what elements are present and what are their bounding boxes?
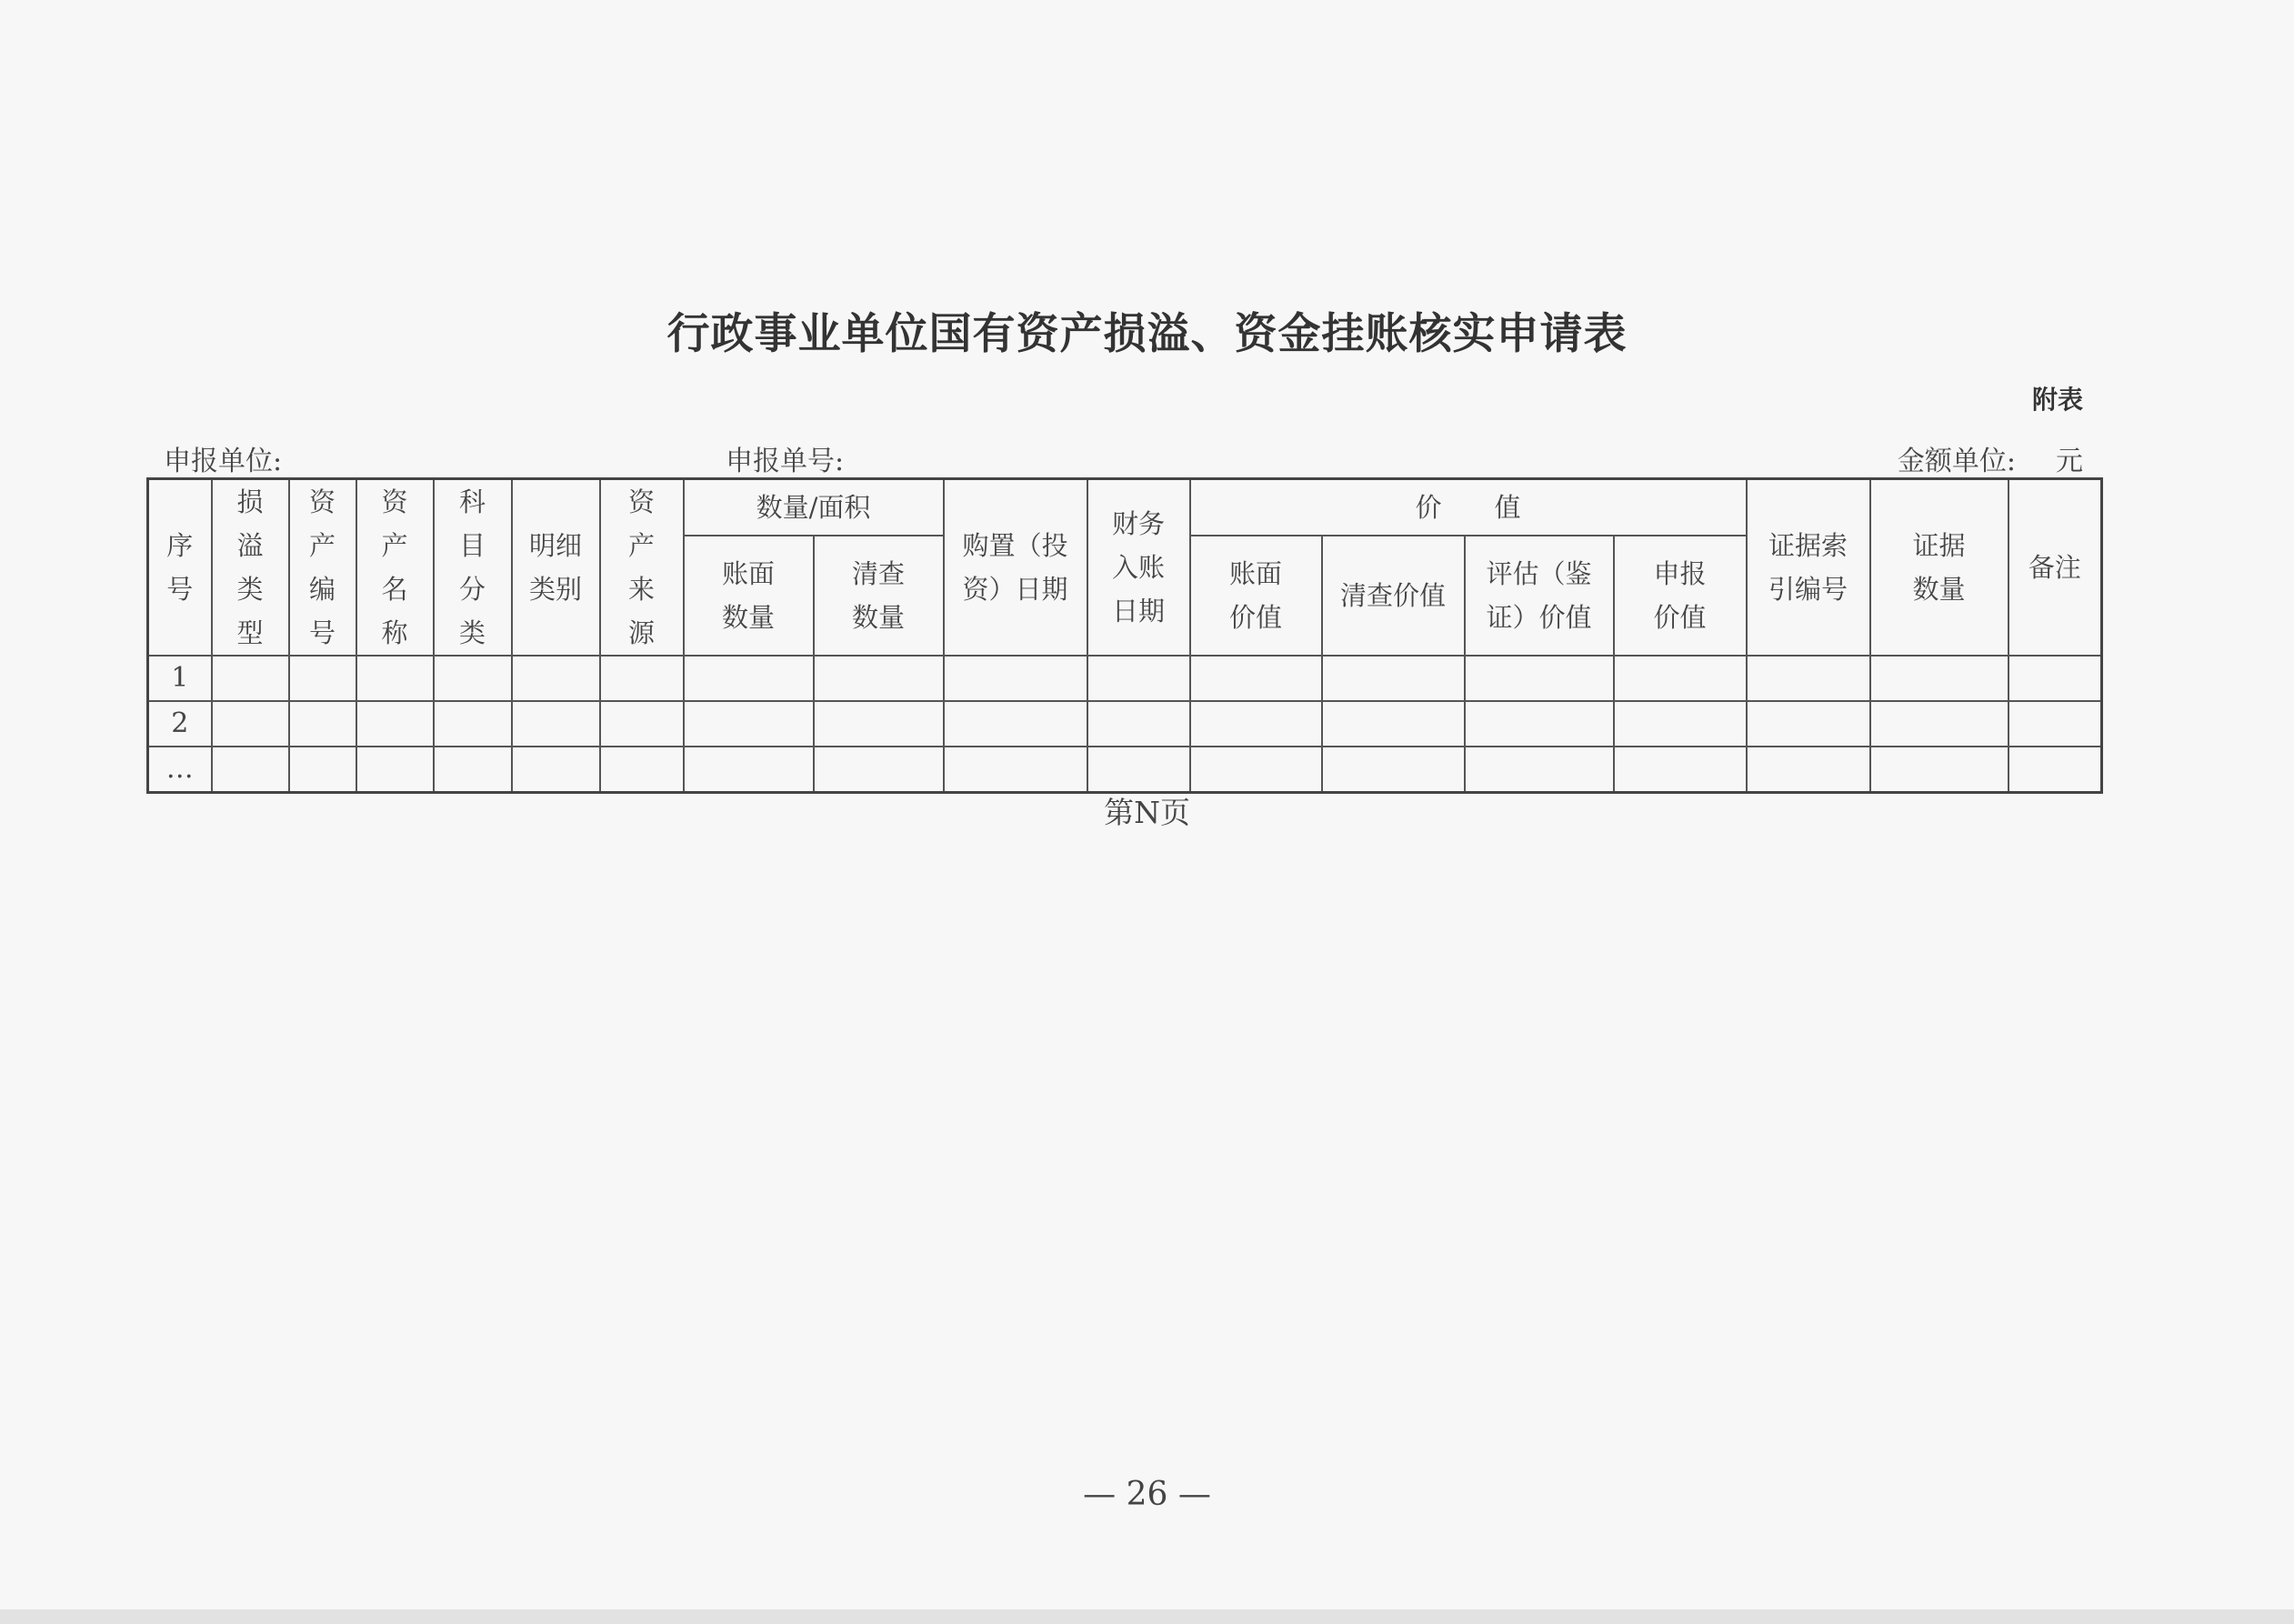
header-asset-source	[600, 479, 684, 657]
table-cell	[212, 701, 289, 747]
table-cell	[944, 701, 1087, 747]
header-line: 型	[236, 617, 264, 648]
header-line: 溢	[236, 530, 264, 561]
table-cell	[434, 747, 512, 793]
table-cell	[356, 701, 434, 747]
header-line: 产	[627, 530, 655, 561]
table-cell	[1087, 701, 1190, 747]
header-line: 数量	[1912, 574, 1966, 605]
header-line: 评估（鉴	[1486, 558, 1592, 590]
header-purchase-date	[944, 479, 1087, 657]
header-line: 证据索	[1768, 530, 1848, 561]
table-cell	[1870, 656, 2009, 701]
header-appraised-value	[1465, 536, 1614, 656]
table-cell	[684, 701, 814, 747]
table-cell	[1747, 701, 1870, 747]
table-cell	[1322, 701, 1465, 747]
header-line: 分	[458, 574, 486, 605]
table-cell	[1614, 747, 1747, 793]
table-cell	[1747, 747, 1870, 793]
header-line: 明细	[528, 530, 582, 561]
header-line: 产	[308, 530, 336, 561]
table-cell	[1614, 656, 1747, 701]
report-number-label: 申报单号:	[726, 446, 845, 477]
table-cell	[1870, 701, 2009, 747]
header-line: 称	[381, 617, 408, 648]
currency-unit-label: 金额单位:	[1897, 446, 2016, 477]
header-line: 类	[458, 617, 486, 648]
header-line: 证）价值	[1486, 602, 1592, 634]
currency-unit-value: 元	[2056, 446, 2083, 477]
header-line: 财务	[1111, 508, 1165, 539]
table-row	[148, 701, 2102, 747]
table-row	[148, 747, 2102, 793]
header-line: 资	[381, 486, 408, 517]
table-cell	[1190, 656, 1322, 701]
page-indicator: 第N页	[1104, 795, 1190, 830]
table-cell	[600, 747, 684, 793]
header-line: 资）日期	[962, 574, 1068, 605]
header-line: 资	[308, 486, 336, 517]
header-line: 清查	[851, 558, 905, 590]
table-cell	[1747, 656, 1870, 701]
header-evidence-index	[1747, 479, 1870, 657]
table-cell	[944, 656, 1087, 701]
header-line: 入账	[1111, 552, 1165, 583]
header-check-value: 清查价值	[1322, 536, 1465, 656]
table-cell	[434, 656, 512, 701]
table-cell	[944, 747, 1087, 793]
table-row	[148, 656, 2102, 701]
table-cell	[1322, 656, 1465, 701]
header-line: 账面	[1228, 558, 1282, 590]
table-cell	[512, 701, 600, 747]
header-line: 购置（投	[962, 530, 1068, 561]
table-cell	[1087, 747, 1190, 793]
table-cell	[289, 701, 356, 747]
table-cell	[1190, 747, 1322, 793]
page-number: — 26 —	[1083, 1476, 1211, 1513]
header-line: 产	[381, 530, 408, 561]
header-line: 来	[627, 574, 655, 605]
header-line: 资	[627, 486, 655, 517]
table-cell	[1614, 701, 1747, 747]
table-cell	[1870, 747, 2009, 793]
header-account-class	[434, 479, 512, 657]
header-line: 号	[308, 617, 336, 648]
application-table	[146, 477, 2103, 794]
table-cell	[1465, 656, 1614, 701]
table-cell	[289, 656, 356, 701]
header-line: 数量	[721, 602, 775, 634]
header-detail-category	[512, 479, 600, 657]
header-book-qty	[684, 536, 814, 656]
table-cell	[2009, 701, 2102, 747]
row-seq: 1	[148, 656, 212, 701]
table-cell	[684, 656, 814, 701]
header-loss-type	[212, 479, 289, 657]
header-line: 损	[236, 486, 264, 517]
table-cell	[1190, 701, 1322, 747]
scan-edge	[0, 1609, 2294, 1624]
table-cell	[1322, 747, 1465, 793]
header-declared-value	[1614, 536, 1747, 656]
table-cell	[1087, 656, 1190, 701]
page-title: 行政事业单位国有资产损溢、资金挂账核实申请表	[666, 309, 1628, 359]
table-cell	[814, 656, 944, 701]
table-cell	[512, 656, 600, 701]
header-line: 价值	[1228, 602, 1282, 634]
header-asset-code	[289, 479, 356, 657]
header-line: 证据	[1912, 530, 1966, 561]
table-cell	[356, 747, 434, 793]
row-seq: …	[148, 747, 212, 793]
table-cell	[434, 701, 512, 747]
table-cell	[212, 747, 289, 793]
header-line: 申报	[1653, 558, 1707, 590]
header-line: 价值	[1653, 602, 1707, 634]
table-cell	[2009, 747, 2102, 793]
header-seq	[148, 479, 212, 657]
row-seq: 2	[148, 701, 212, 747]
table-cell	[684, 747, 814, 793]
header-line: 数量	[851, 602, 905, 634]
table-cell	[600, 701, 684, 747]
table-cell	[814, 747, 944, 793]
header-qty-area: 数量/面积	[684, 479, 944, 536]
appendix-label: 附表	[2031, 385, 2083, 415]
table-cell	[356, 656, 434, 701]
header-line: 序	[166, 530, 194, 561]
header-line: 日期	[1111, 596, 1165, 627]
header-line: 账面	[721, 558, 775, 590]
header-line: 号	[166, 574, 194, 605]
header-row-1	[148, 479, 2102, 536]
reporting-unit-label: 申报单位:	[164, 446, 283, 477]
table-cell	[814, 701, 944, 747]
header-finance-date	[1087, 479, 1190, 657]
table-cell	[512, 747, 600, 793]
table-cell	[212, 656, 289, 701]
header-asset-name	[356, 479, 434, 657]
header-line: 类	[236, 574, 264, 605]
header-line: 源	[627, 617, 655, 648]
header-check-qty	[814, 536, 944, 656]
header-line: 引编号	[1768, 574, 1848, 605]
header-line: 科	[458, 486, 486, 517]
header-line: 目	[458, 530, 486, 561]
header-line: 类别	[528, 574, 582, 605]
header-line: 编	[308, 574, 336, 605]
table-cell	[2009, 656, 2102, 701]
header-evidence-qty	[1870, 479, 2009, 657]
header-line: 名	[381, 574, 408, 605]
currency-unit	[1898, 438, 2083, 478]
table-cell	[1465, 747, 1614, 793]
table-cell	[289, 747, 356, 793]
header-book-value	[1190, 536, 1322, 656]
header-value: 价 值	[1190, 479, 1747, 536]
header-remarks: 备注	[2009, 479, 2102, 657]
table-cell	[600, 656, 684, 701]
table-cell	[1465, 701, 1614, 747]
